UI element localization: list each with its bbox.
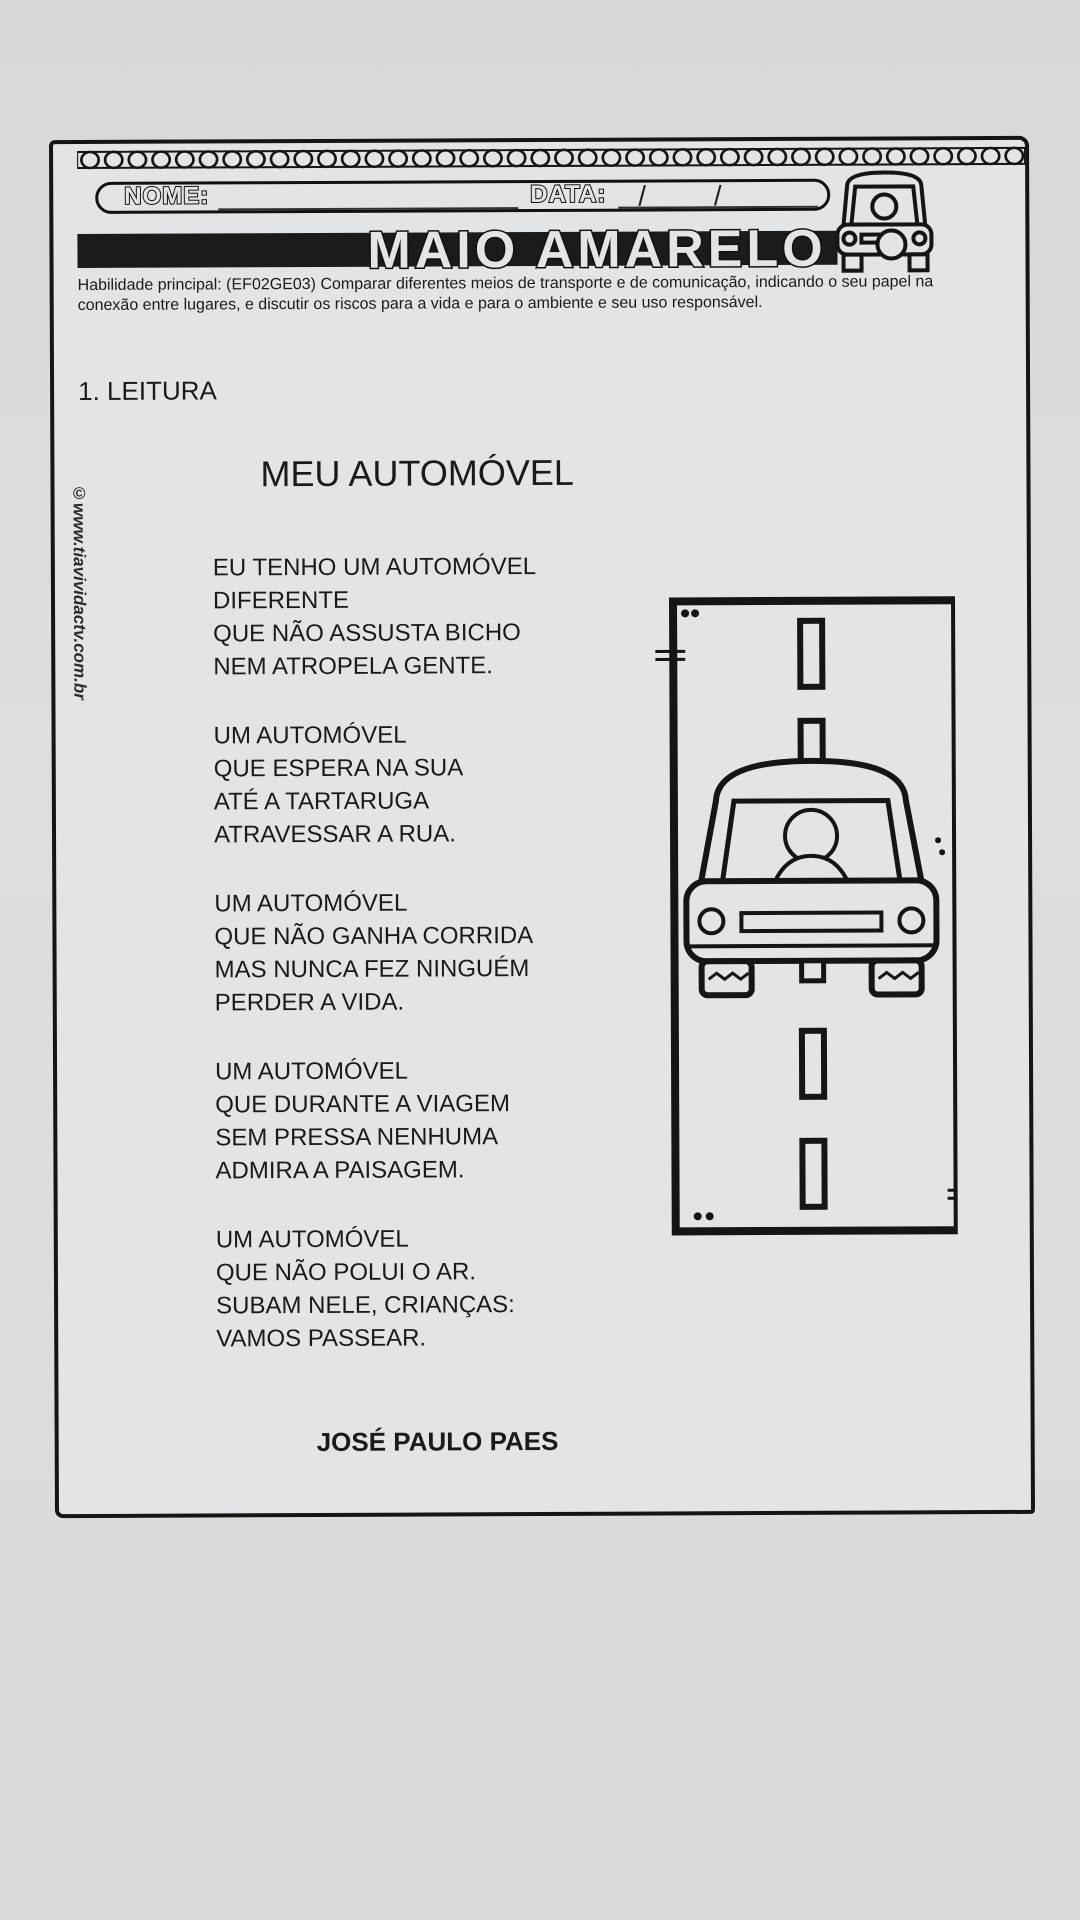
name-date-bar [95,179,830,214]
verse: QUE ESPERA NA SUA [213,754,464,783]
main-title: MAIO AMARELO [367,219,827,280]
side-credit: ©www.tiavividactv.com.br [69,483,90,700]
stanza [214,886,635,1020]
worksheet-header [77,140,1026,294]
verse: ADMIRA A PAISAGEM. [215,1156,465,1185]
stanza [216,1222,637,1356]
worksheet [49,136,1035,1518]
verse: UM AUTOMÓVEL [215,1225,409,1254]
skill-text: Habilidade principal: (EF02GE03) Comparar diferentes meios de transporte e de comunicação, indicando o seu papel na conexão entre lugares, e discutir os riscos para a vida e para o ambiente e seu uso responsável. [77,273,934,315]
verse: SEM PRESSA NENHUMA [215,1123,499,1152]
road-car-illustration [655,590,958,1251]
verse: DIFERENTE [212,586,350,615]
stanza [215,1054,636,1188]
verse: VAMOS PASSEAR. [216,1324,427,1353]
verse: NEM ATROPELA GENTE. [213,652,493,681]
verse: QUE NÃO ASSUSTA BICHO [213,619,521,648]
verse: SUBAM NELE, CRIANÇAS: [216,1291,515,1320]
verse: MAS NUNCA FEZ NINGUÉM [214,955,530,984]
verse: UM AUTOMÓVEL [214,889,408,918]
verse: QUE NÃO GANHA CORRIDA [214,922,534,951]
name-label: NOME: [124,182,210,210]
header-car-icon [829,166,939,276]
poem-author: JOSÉ PAULO PAES [316,1425,559,1457]
verse: QUE DURANTE A VIAGEM [215,1090,511,1119]
date-separators: / / [638,180,752,212]
verse: ATRAVESSAR A RUA. [213,820,456,849]
verse: EU TENHO UM AUTOMÓVEL [212,553,537,582]
poem [213,550,637,1392]
verse: UM AUTOMÓVEL [215,1057,409,1086]
section-heading: 1. LEITURA [78,375,217,407]
verse: ATÉ A TARTARUGA [213,787,430,816]
stanza [213,550,634,684]
date-line[interactable] [618,206,818,209]
verse: UM AUTOMÓVEL [213,721,407,750]
verse: PERDER A VIDA. [214,988,405,1017]
verse: QUE NÃO POLUI O AR. [215,1258,477,1287]
date-label: DATA: [530,180,607,209]
name-line[interactable] [218,207,518,210]
poem-title: MEU AUTOMÓVEL [260,451,574,495]
stanza [214,718,635,852]
